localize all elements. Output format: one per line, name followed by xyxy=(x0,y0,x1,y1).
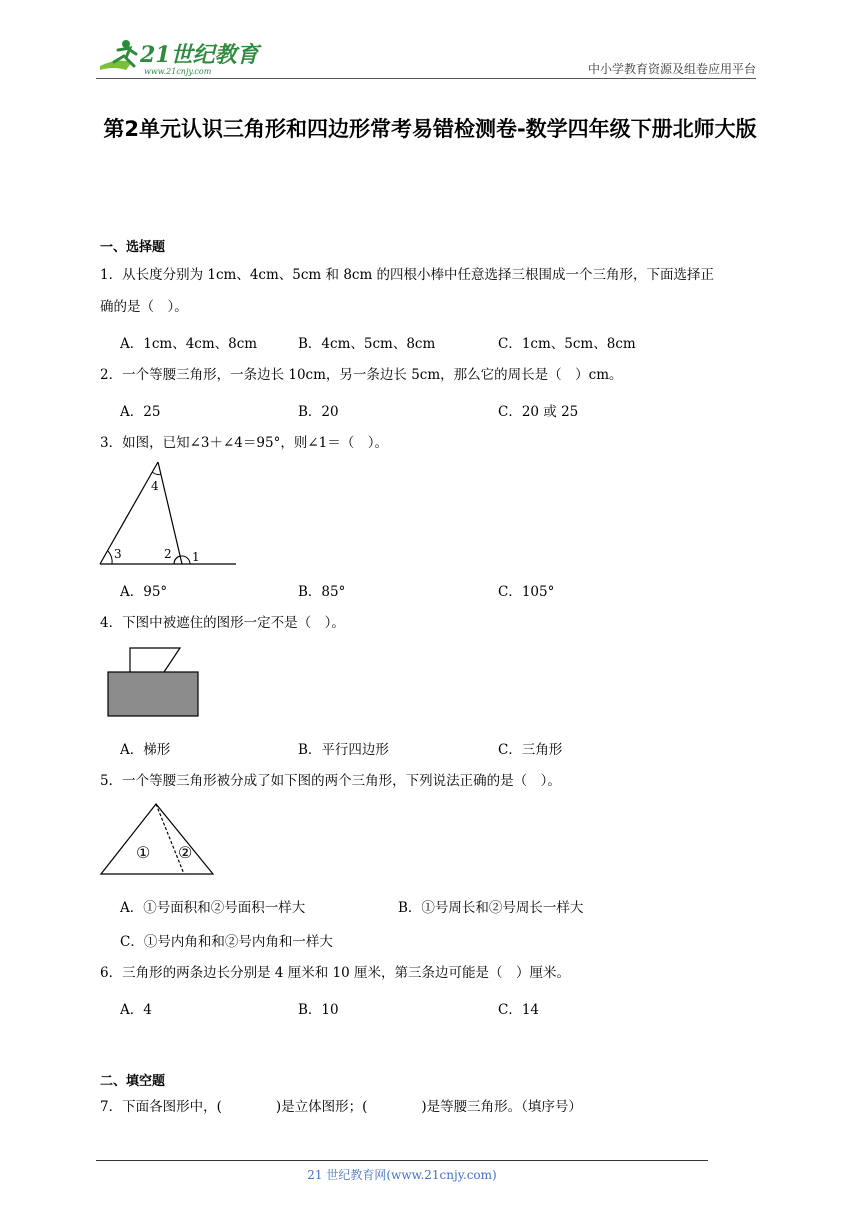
question-1-option-c: C．1cm、5cm、8cm xyxy=(498,336,636,352)
question-3-triangle-figure xyxy=(96,458,240,570)
angle-1-label: 1 xyxy=(192,550,200,564)
question-4-option-c: C．三角形 xyxy=(498,742,563,758)
question-6-stem: 6．三角形的两条边长分别是 4 厘米和 10 厘米，第三条边可能是（ ）厘米。 xyxy=(100,965,571,981)
question-1-option-b: B．4cm、5cm、8cm xyxy=(298,336,436,352)
section-heading-choice: 一、选择题 xyxy=(100,240,166,255)
section-heading-fill: 二、填空题 xyxy=(100,1074,166,1089)
question-3-option-c: C．105° xyxy=(498,584,555,600)
angle-3-label: 3 xyxy=(114,547,122,561)
question-3-stem: 3．如图，已知∠3＋∠4＝95°，则∠1＝（ ）。 xyxy=(100,435,388,451)
question-5-option-b: B．①号周长和②号周长一样大 xyxy=(398,900,584,916)
header-divider xyxy=(96,78,756,79)
question-2-option-b: B．20 xyxy=(298,404,339,420)
platform-label: 中小学教育资源及组卷应用平台 xyxy=(587,62,756,76)
footer-divider xyxy=(96,1160,708,1161)
question-2-option-a: A．25 xyxy=(120,404,161,420)
part-1-label: ① xyxy=(136,843,151,862)
logo-url: www.21cnjy.com xyxy=(144,67,212,76)
question-6-option-c: C．14 xyxy=(498,1002,540,1018)
question-7-stem: 7．下面各图形中，( )是立体图形；( )是等腰三角形。（填序号） xyxy=(100,1099,582,1115)
question-5-option-a: A．①号面积和②号面积一样大 xyxy=(120,900,306,916)
question-3-option-b: B．85° xyxy=(298,584,346,600)
question-3-option-a: A．95° xyxy=(120,584,168,600)
question-4-stem: 4．下图中被遮住的图形一定不是（ ）。 xyxy=(100,615,345,631)
question-2-stem: 2．一个等腰三角形，一条边长 10cm，另一条边长 5cm，那么它的周长是（ ）cm。 xyxy=(100,367,623,383)
angle-4-label: 4 xyxy=(151,479,159,493)
footer-text: 21 世纪教育网(www.21cnjy.com) xyxy=(307,1168,497,1182)
question-6-option-a: A．4 xyxy=(120,1002,152,1018)
question-5-option-c: C．①号内角和和②号内角和一样大 xyxy=(120,934,333,950)
question-4-option-b: B．平行四边形 xyxy=(298,742,389,758)
site-logo xyxy=(96,36,266,78)
question-1-stem-cont: 确的是（ ）。 xyxy=(100,299,188,315)
logo-text: 21世纪教育 xyxy=(140,42,259,68)
angle-2-label: 2 xyxy=(164,547,172,561)
question-1-stem: 1．从长度分别为 1cm、4cm、5cm 和 8cm 的四根小棒中任意选择三根围成一个三角形，下面选择正 xyxy=(100,267,715,283)
question-5-split-triangle-figure xyxy=(98,800,216,878)
question-4-covered-shape-figure xyxy=(104,644,202,722)
question-4-option-a: A．梯形 xyxy=(120,742,171,758)
part-2-label: ② xyxy=(178,843,193,862)
question-5-stem: 5．一个等腰三角形被分成了如下图的两个三角形，下列说法正确的是（ ）。 xyxy=(100,773,561,789)
question-1-option-a: A．1cm、4cm、8cm xyxy=(120,336,258,352)
question-6-option-b: B．10 xyxy=(298,1002,339,1018)
question-2-option-c: C．20 或 25 xyxy=(498,404,579,420)
page-title: 第2单元认识三角形和四边形常考易错检测卷-数学四年级下册北师大版 xyxy=(103,117,757,141)
